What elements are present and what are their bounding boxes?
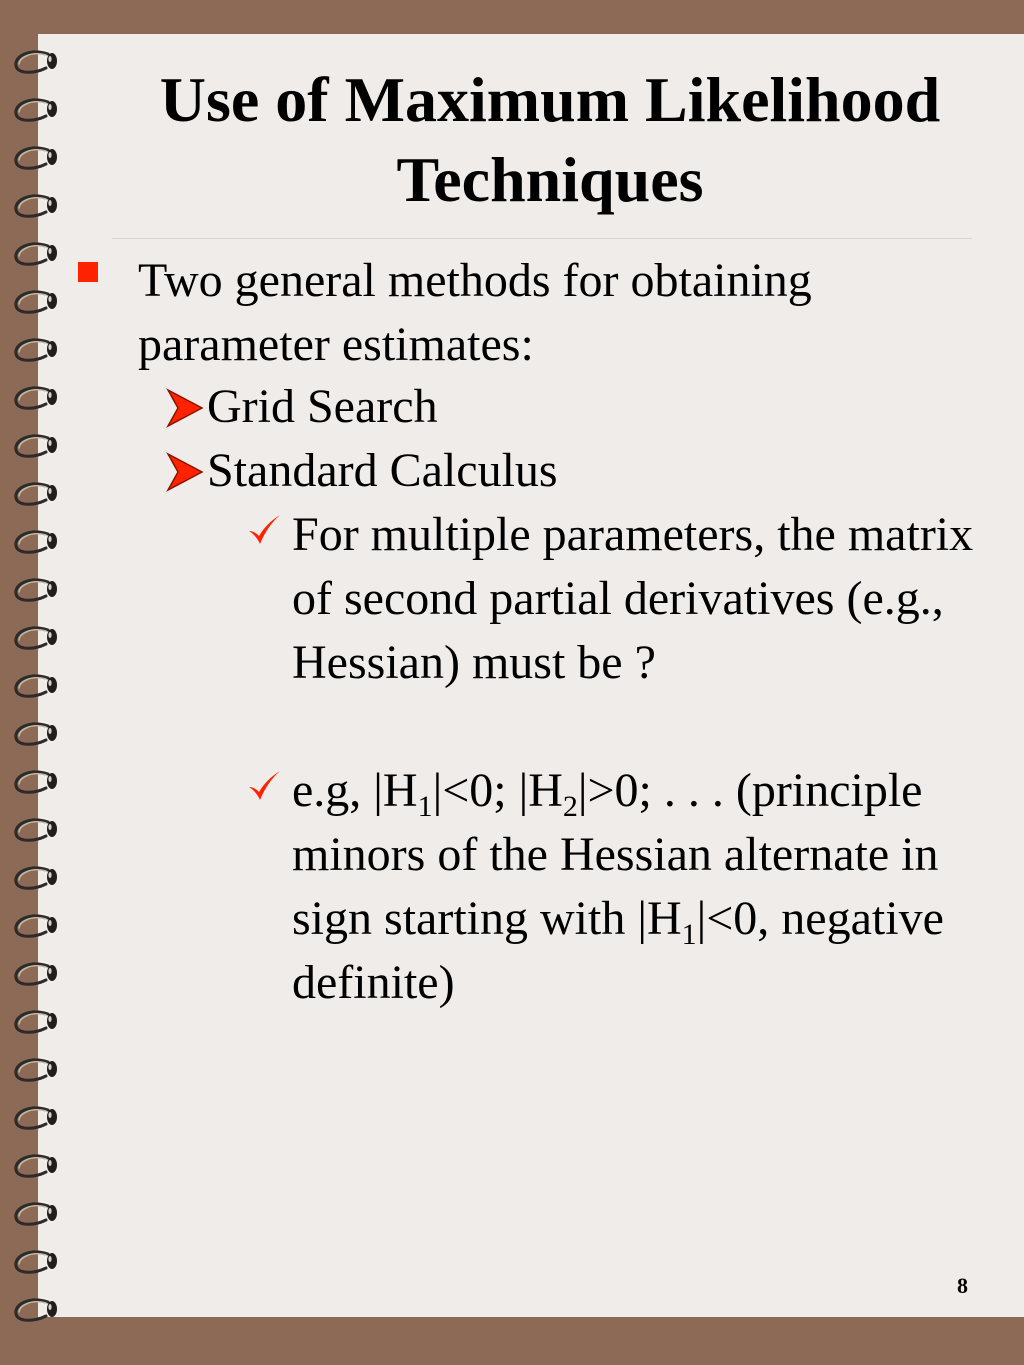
spiral-ring-icon [16,868,57,888]
minors-text-part-3: |>0; . . . (principle minors of the Hessian alternate in sign starting with |H [292,764,939,945]
spiral-ring-icon [16,1156,57,1176]
spiral-ring-icon [16,1108,57,1128]
spiral-ring-icon [16,628,57,648]
title-divider [112,238,972,239]
check-bullet-hessian: For multiple parameters, the matrix of second partial derivatives (e.g., Hessian) must be ? [292,508,974,689]
minors-text-part-1: e.g, |H [292,764,418,817]
spiral-ring-icon [16,820,57,840]
slide-title: Use of Maximum Likelihood Techniques [159,64,941,215]
spiral-ring-icon [16,388,57,408]
page-number: 8 [957,1273,968,1298]
spiral-ring-icon [16,436,57,456]
check-bullet-principal-minors [292,759,992,1015]
spiral-ring-icon [16,964,57,984]
sub-bullet-grid-search: Grid Search [207,380,438,433]
checkmark-icon [246,512,282,548]
spiral-ring-icon [16,148,57,168]
spiral-ring-icon [16,676,57,696]
spiral-ring-icon [16,340,57,360]
spiral-ring-icon [16,916,57,936]
spiral-ring-icon [16,1060,57,1080]
arrow-bullet-icon [166,388,204,428]
subscript-h2: 2 [562,790,578,823]
spiral-ring-icon [16,1252,57,1272]
spiral-ring-icon [16,1012,57,1032]
spiral-ring-icon [16,244,57,264]
spiral-ring-icon [16,532,57,552]
spiral-ring-icon [16,724,57,744]
spiral-ring-icon [16,196,57,216]
spiral-ring-icon [16,1300,57,1320]
spiral-ring-icon [16,292,57,312]
bullet-main: Two general methods for obtaining parameter estimates: [138,254,812,371]
checkmark-icon [246,768,282,804]
square-bullet-icon [78,262,98,282]
sub-bullet-standard-calculus: Standard Calculus [207,444,558,497]
spiral-ring-icon [16,772,57,792]
spiral-ring-icon [16,580,57,600]
subscript-h1: 1 [417,790,433,823]
minors-text-part-2: |<0; |H [432,764,563,817]
spiral-ring-icon [16,484,57,504]
spiral-ring-icon [16,100,57,120]
minors-text-part-4: |<0, negative definite) [292,892,944,1009]
spiral-binding-icon [8,30,70,1330]
spiral-ring-icon [16,1204,57,1224]
subscript-h1-second: 1 [681,918,697,951]
spiral-ring-icon [16,52,57,72]
arrow-bullet-icon [166,452,204,492]
